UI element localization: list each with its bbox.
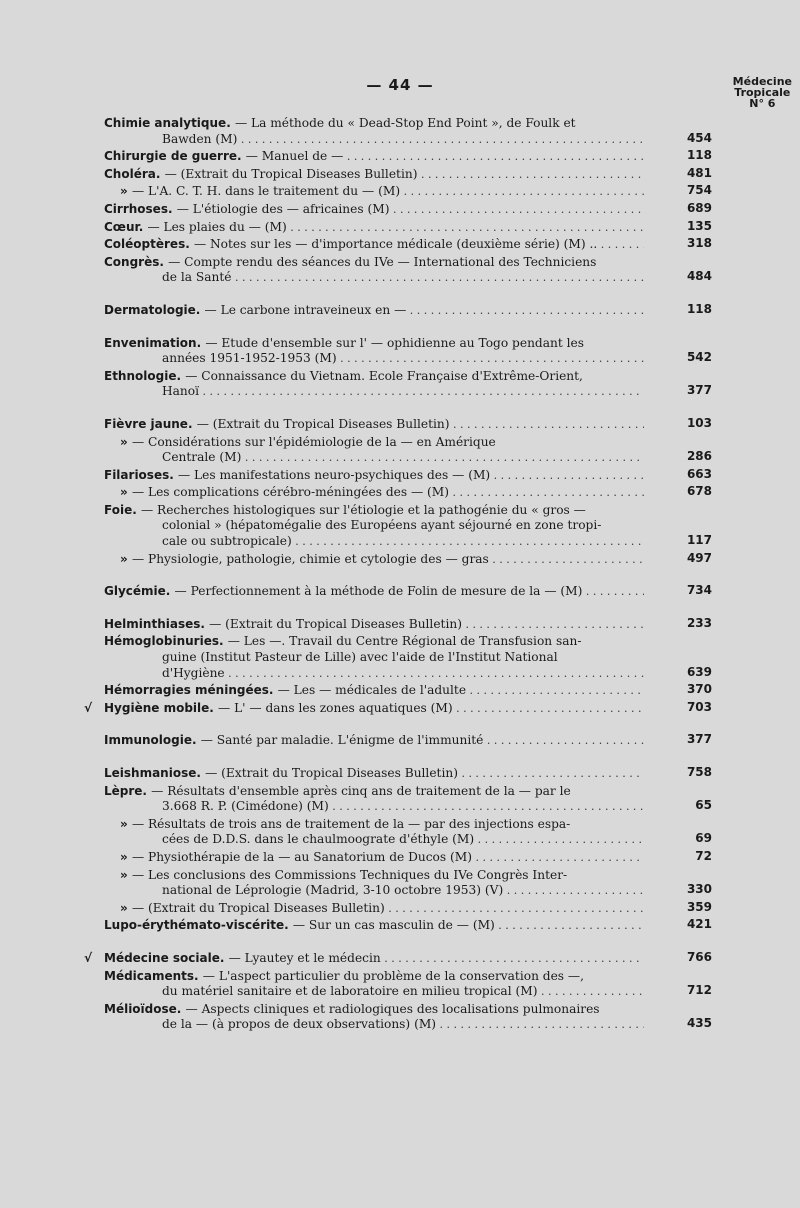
entry-line: national de Léprologie (Madrid, 3-10 octobre 1953) (V) . . . (104, 883, 644, 899)
entry-term: » (120, 184, 132, 199)
journal-line: Médecine (732, 75, 792, 88)
entry-line: Filarioses. — Les manifestations neuro-psychiques des — (M) . . . (104, 468, 644, 484)
index-entry (104, 617, 712, 633)
journal-line: N° 6 (749, 97, 776, 110)
journal-label (733, 76, 792, 109)
entry-term: » (120, 816, 132, 831)
entry-line: » — Physiothérapie de la — au Sanatorium de Ducos (M) . . . (104, 850, 644, 866)
entry-line: de la — (à propos de deux observations) (M) . . . (104, 1017, 644, 1033)
entry-line: » — (Extrait du Tropical Diseases Bulletin) . . . (104, 901, 644, 917)
entry-line: Centrale (M) . . . (104, 450, 644, 466)
page-reference: 435 (686, 1016, 712, 1031)
entry-term: Médecine sociale. (104, 950, 229, 965)
entry-line: Glycémie. — Perfectionnement à la méthode de Folin de mesure de la — (M) . . . (104, 584, 644, 600)
entry-term: Choléra. (104, 166, 165, 181)
entry-term: » (120, 867, 132, 882)
entry-term: Hémorragies méningées. (104, 683, 278, 698)
entry-line: Fièvre jaune. — (Extrait du Tropical Diseases Bulletin) . . . (104, 417, 644, 433)
entry-line: 3.668 R. P. (Cimédone) (M) . . . (104, 799, 644, 815)
page-reference: 65 (695, 798, 712, 813)
entry-line: Foie. — Recherches histologiques sur l'étiologie et la pathogénie du « gros — (104, 502, 586, 517)
entry-term: Lupo-érythémato-viscérite. (104, 918, 293, 933)
index-entry (104, 850, 712, 866)
entry-term: Dermatologie. (104, 302, 205, 317)
entry-line: colonial » (hépatomégalie des Européens ayant séjourné en zone tropi- (162, 518, 602, 533)
index-entry (104, 868, 712, 899)
entry-term: Médicaments. (104, 968, 203, 983)
entry-line: Mélioïdose. — Aspects cliniques et radiologiques des localisations pulmonaires (104, 1001, 600, 1016)
index-list (84, 116, 712, 1035)
page-reference: 542 (686, 350, 712, 365)
page-reference: 377 (686, 383, 712, 398)
entry-term: Hémoglobinuries. (104, 634, 228, 649)
entry-line: » — Les conclusions des Commissions Techniques du IVe Congrès Inter- (120, 867, 568, 882)
index-entry (104, 237, 712, 253)
check-mark: √ (84, 950, 93, 965)
page-reference: 69 (695, 831, 712, 846)
entry-term: Coléoptères. (104, 237, 194, 252)
entry-term: Congrès. (104, 254, 169, 269)
page-reference: 639 (686, 664, 712, 679)
entry-line: Hanoï . . . (104, 384, 644, 400)
entry-line: Leishmaniose. — (Extrait du Tropical Diseases Bulletin) . . . (104, 766, 644, 782)
entry-line: Bawden (M) . . . (104, 132, 644, 148)
page-reference: 758 (686, 765, 712, 779)
index-entry (104, 184, 712, 200)
entry-line: Immunologie. — Santé par maladie. L'énigme de l'immunité . . . (104, 733, 644, 749)
entry-line: Hémoglobinuries. — Les —. Travail du Centre Régional de Transfusion san- (104, 634, 582, 649)
page-reference: 233 (686, 615, 712, 630)
index-entry (104, 766, 712, 782)
page-reference: 377 (686, 732, 712, 747)
page-reference: 484 (686, 269, 712, 284)
entry-line: années 1951-1952-1953 (M) . . . (104, 351, 644, 367)
index-entry (104, 468, 712, 484)
entry-term: Filarioses. (104, 467, 178, 482)
index-entry (104, 784, 712, 815)
page-reference: 678 (686, 484, 712, 499)
entry-line: Lupo-érythémato-viscérite. — Sur un cas masculin de — (M) . . . (104, 918, 644, 934)
entry-line: cale ou subtropicale) . . . (104, 534, 644, 550)
index-entry (104, 584, 712, 600)
index-entry (104, 435, 712, 466)
entry-line: » — Considérations sur l'épidémiologie de la — en Amérique (120, 434, 496, 449)
entry-line: Chimie analytique. — La méthode du « Dead-Stop End Point », de Foulk et (104, 116, 576, 130)
page-reference: 72 (695, 848, 712, 863)
entry-line: Cirrhoses. — L'étiologie des — africaines (M) . . . (104, 202, 644, 218)
page-reference: 117 (686, 533, 712, 548)
index-entry (104, 485, 712, 501)
page-reference: 754 (686, 183, 712, 198)
page-reference: 135 (686, 218, 712, 233)
page-reference: 497 (686, 550, 712, 565)
page-reference: 286 (686, 449, 712, 464)
index-entry (84, 949, 712, 967)
page-reference: 703 (686, 699, 712, 714)
entry-line: Ethnologie. — Connaissance du Vietnam. Ecole Française d'Extrême-Orient, (104, 368, 583, 383)
page-reference: 118 (686, 301, 712, 316)
page-reference: 318 (686, 236, 712, 251)
index-entry (104, 918, 712, 934)
index-entry (104, 116, 712, 147)
entry-line: Hygiène mobile. — L' — dans les zones aquatiques (M) . . . (104, 701, 644, 717)
entry-line: cées de D.D.S. dans le chaulmoograte d'éthyle (M) . . . (104, 832, 644, 848)
index-entry (104, 417, 712, 433)
check-mark: √ (84, 700, 93, 715)
entry-line: Coléoptères. — Notes sur les — d'importance médicale (deuxième série) (M) .. . . . (104, 237, 644, 253)
index-entry (104, 149, 712, 165)
entry-term: Glycémie. (104, 584, 175, 599)
page-reference: 712 (686, 983, 712, 998)
entry-line: de la Santé . . . (104, 270, 644, 286)
entry-line: Lèpre. — Résultats d'ensemble après cinq ans de traitement de la — par le (104, 783, 571, 798)
entry-term: Leishmaniose. (104, 766, 206, 780)
index-entry (104, 552, 712, 568)
index-entry (104, 634, 712, 681)
page-reference: 421 (686, 917, 712, 932)
entry-term: Envenimation. (104, 335, 206, 350)
entry-line: Helminthiases. — (Extrait du Tropical Diseases Bulletin) . . . (104, 617, 644, 633)
page-reference: 359 (686, 899, 712, 914)
entry-term: Hygiène mobile. (104, 700, 219, 715)
entry-line: Choléra. — (Extrait du Tropical Diseases Bulletin) . . . (104, 167, 644, 183)
entry-term: Fièvre jaune. (104, 416, 197, 431)
entry-line: d'Hygiène . . . (104, 666, 644, 682)
index-entry (104, 167, 712, 183)
entry-line: Envenimation. — Etude d'ensemble sur l' — ophidienne au Togo pendant les (104, 335, 584, 350)
entry-line: Hémorragies méningées. — Les — médicales de l'adulte . . . (104, 683, 644, 699)
entry-term: Mélioïdose. (104, 1001, 186, 1016)
page-reference: 330 (686, 882, 712, 897)
entry-term: » (120, 434, 132, 449)
entry-term: Ethnologie. (104, 368, 186, 383)
index-entry (104, 901, 712, 917)
entry-term: Lèpre. (104, 783, 152, 798)
index-entry (104, 817, 712, 848)
entry-line: Cœur. — Les plaies du — (M) . . . (104, 220, 644, 236)
entry-line: » — Physiologie, pathologie, chimie et cytologie des — gras . . . (104, 552, 644, 568)
entry-line: » — Résultats de trois ans de traitement de la — par des injections espa- (120, 816, 571, 831)
entry-term: Immunologie. (104, 733, 201, 748)
journal-line: Tropicale (734, 86, 791, 99)
index-entry (84, 699, 712, 717)
entry-term: Chimie analytique. (104, 116, 235, 130)
entry-term: » (120, 485, 132, 500)
page-reference: 103 (686, 415, 712, 430)
entry-term: Helminthiases. (104, 616, 210, 631)
page-reference: 663 (686, 466, 712, 481)
entry-term: » (120, 551, 132, 566)
entry-line: du matériel sanitaire et de laboratoire en milieu tropical (M) . . . (104, 984, 644, 1000)
entry-line: Médecine sociale. — Lyautey et le médecin . . . (104, 951, 644, 967)
entry-line: Médicaments. — L'aspect particulier du problème de la conservation des —, (104, 968, 584, 983)
page-number: — 44 — (366, 76, 434, 94)
entry-term: Cœur. (104, 219, 148, 234)
entry-term: Chirurgie de guerre. (104, 149, 246, 164)
entry-line: guine (Institut Pasteur de Lille) avec l'aide de l'Institut National (162, 650, 558, 665)
entry-line: » — L'A. C. T. H. dans le traitement du — (M) . . . (104, 184, 644, 200)
entry-term: Cirrhoses. (104, 201, 177, 216)
index-entry (104, 683, 712, 699)
entry-term: » (120, 849, 132, 864)
entry-line: » — Les complications cérébro-méningées des — (M) . . . (104, 485, 644, 501)
page-reference: 454 (686, 130, 712, 145)
entry-term: » (120, 900, 132, 915)
entry-line: Dermatologie. — Le carbone intraveineux en — . . . (104, 303, 644, 319)
index-entry (104, 220, 712, 236)
index-entry (104, 1002, 712, 1033)
entry-term: Foie. (104, 502, 141, 517)
page-reference: 370 (686, 682, 712, 697)
index-entry (104, 503, 712, 550)
index-entry (104, 255, 712, 286)
page-reference: 689 (686, 200, 712, 215)
index-entry (104, 336, 712, 367)
page-reference: 118 (686, 148, 712, 163)
index-entry (104, 303, 712, 319)
index-entry (104, 202, 712, 218)
page-reference: 766 (686, 949, 712, 964)
page-reference: 734 (686, 583, 712, 598)
entry-line: Chirurgie de guerre. — Manuel de — . . . (104, 149, 644, 165)
index-entry (104, 733, 712, 749)
index-entry (104, 369, 712, 400)
entry-line: Congrès. — Compte rendu des séances du IVe — International des Techniciens (104, 254, 597, 269)
page-reference: 481 (686, 165, 712, 180)
index-entry (104, 969, 712, 1000)
